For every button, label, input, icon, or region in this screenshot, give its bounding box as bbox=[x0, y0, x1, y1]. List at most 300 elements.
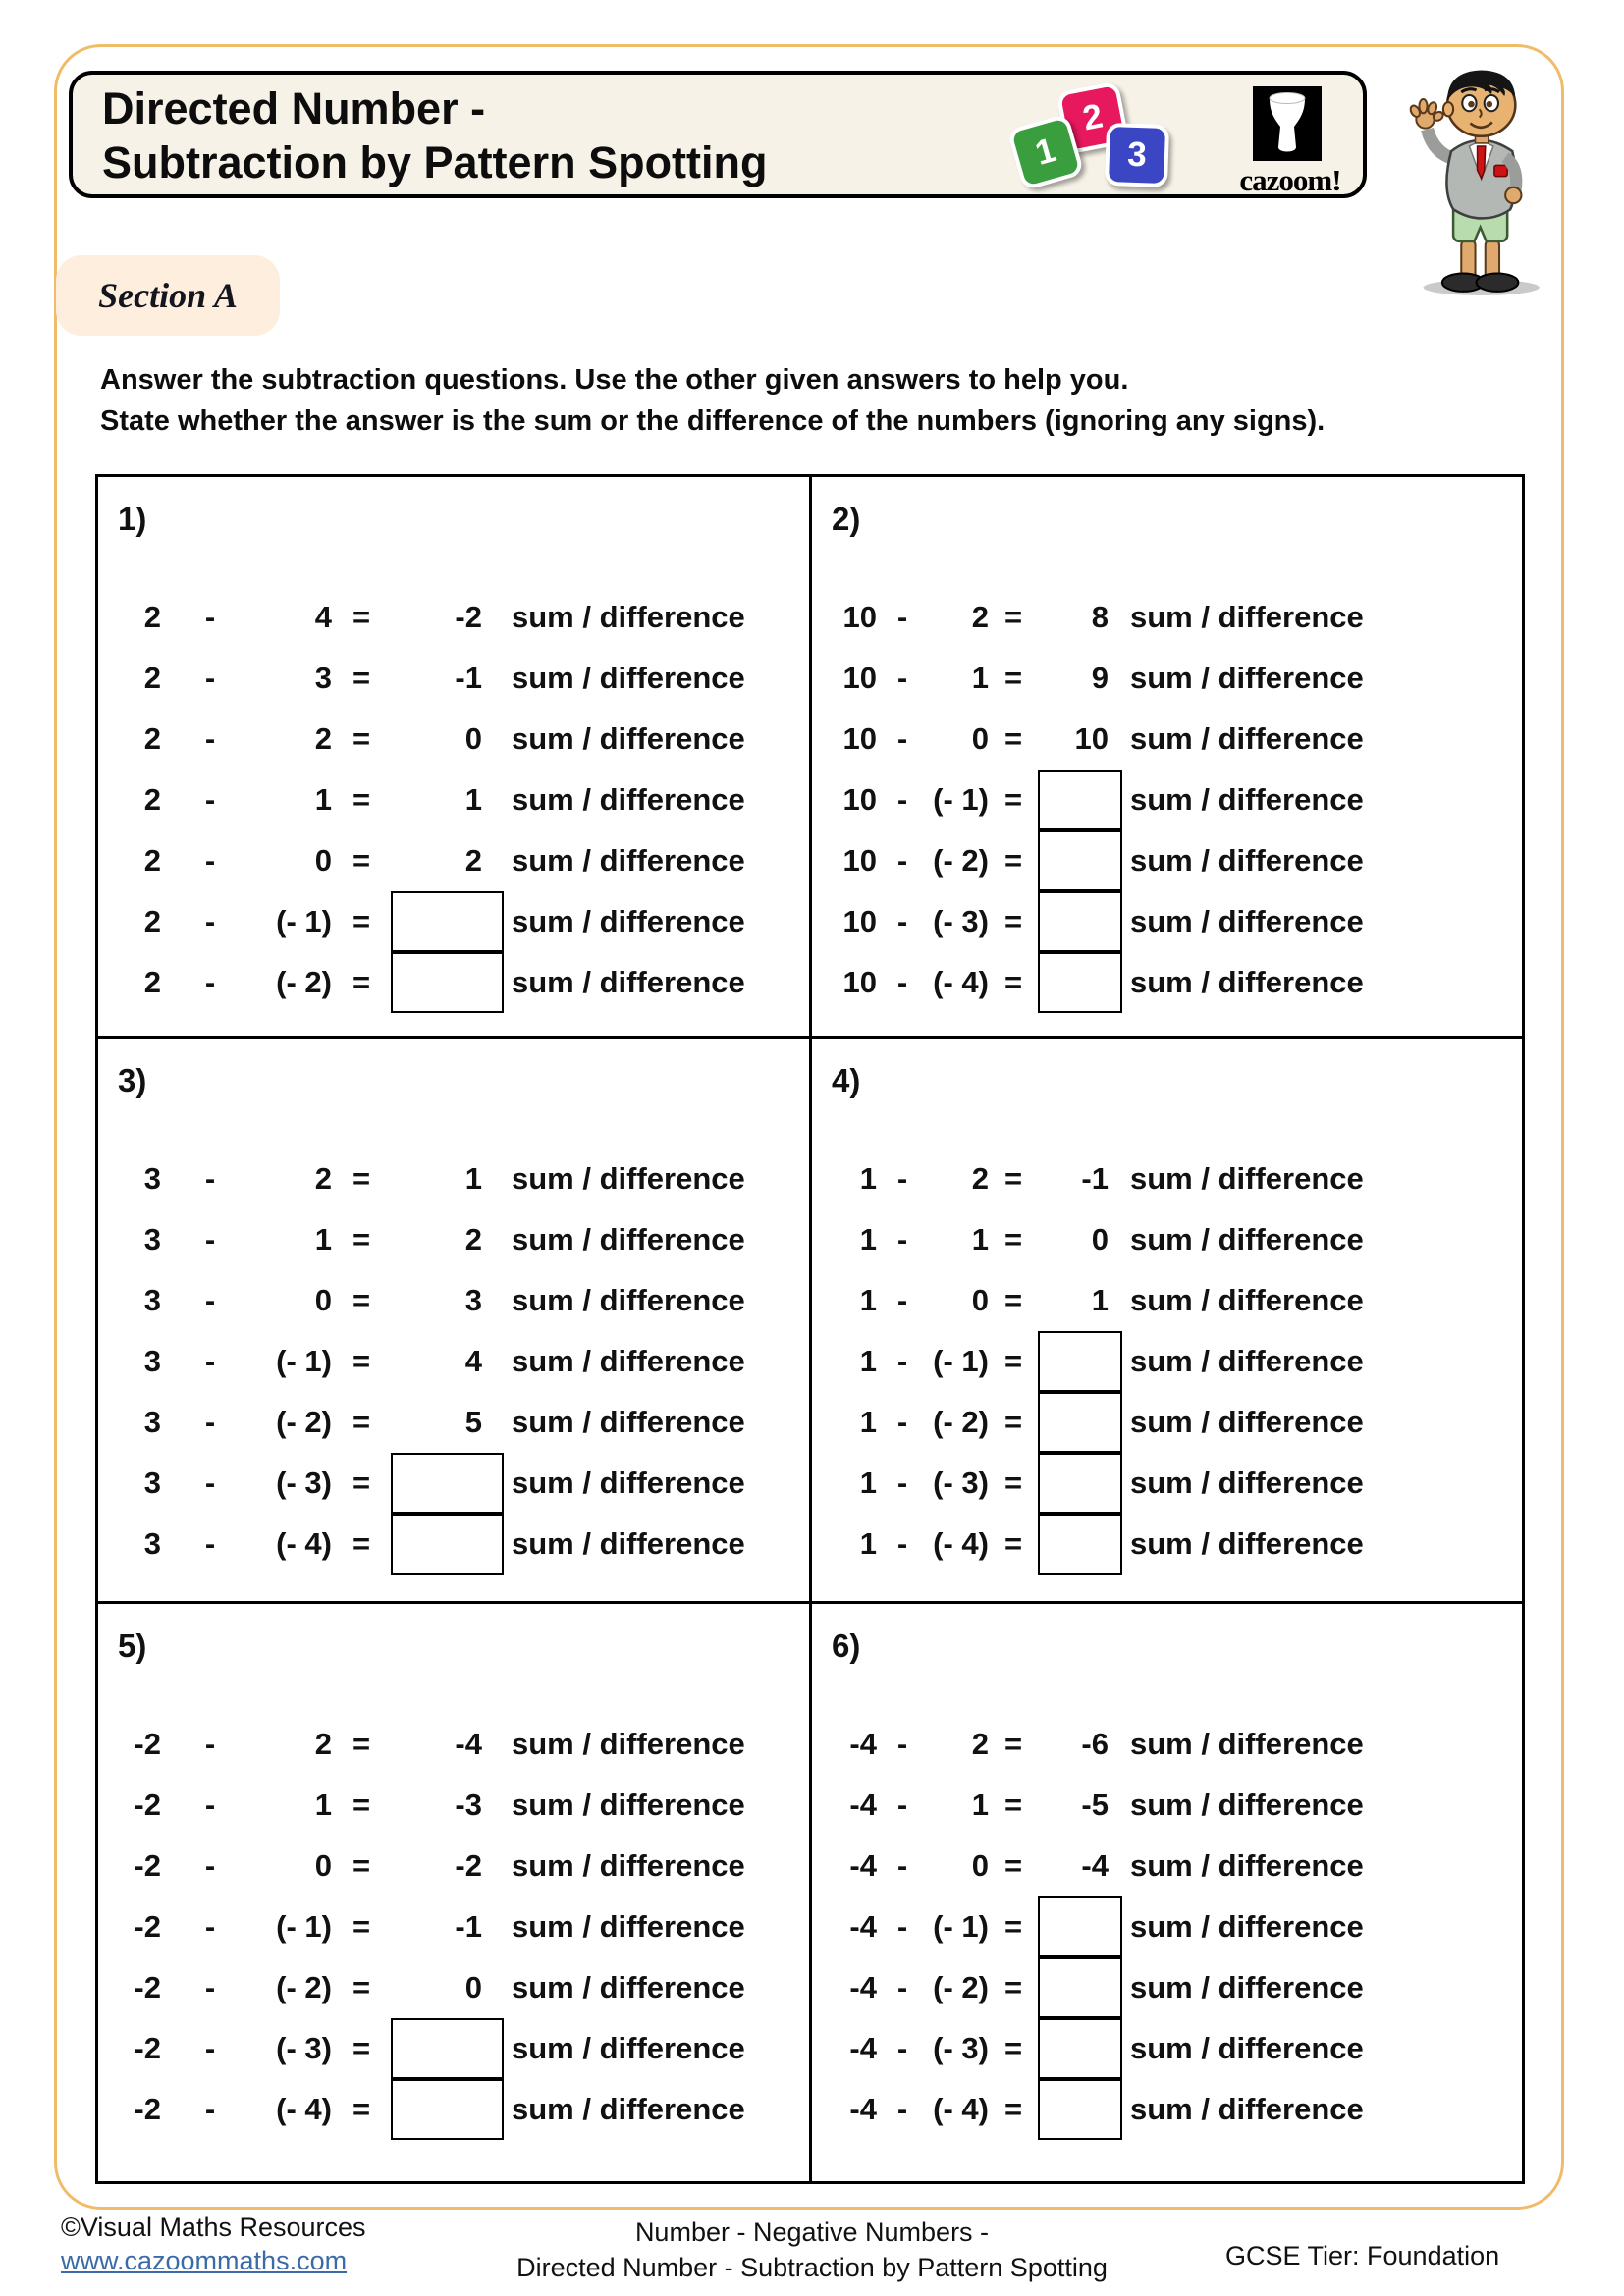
minus-operator: - bbox=[204, 1788, 216, 1822]
sum-difference-choice[interactable]: sum / difference bbox=[1130, 843, 1364, 878]
minus-operator: - bbox=[204, 721, 216, 756]
second-operand: (- 2) bbox=[933, 843, 989, 878]
answer-cell bbox=[391, 2079, 504, 2140]
first-operand: 2 bbox=[143, 965, 161, 999]
answer-input-box[interactable] bbox=[1038, 1453, 1122, 1514]
minus-operator: - bbox=[896, 1466, 908, 1500]
footer-topic-line2: Directed Number - Subtraction by Pattern Spotting bbox=[516, 2253, 1108, 2283]
equals-sign: = bbox=[352, 721, 371, 756]
equation-row bbox=[118, 770, 809, 830]
sum-difference-choice[interactable]: sum / difference bbox=[1130, 2092, 1364, 2126]
equation-row bbox=[832, 2018, 1522, 2079]
minus-operator: - bbox=[204, 1526, 216, 1561]
answer-value: -2 bbox=[455, 600, 482, 634]
answer-input-box[interactable] bbox=[1038, 952, 1122, 1013]
cazoommaths-link[interactable]: www.cazoommaths.com bbox=[61, 2245, 348, 2275]
first-operand: 2 bbox=[143, 721, 161, 756]
sum-difference-choice[interactable]: sum / difference bbox=[512, 782, 745, 817]
sum-difference-choice[interactable]: sum / difference bbox=[1130, 661, 1364, 695]
answer-input-box[interactable] bbox=[1038, 1331, 1122, 1392]
equals-sign: = bbox=[352, 600, 371, 634]
equals-sign: = bbox=[1003, 2092, 1023, 2126]
equation-row bbox=[118, 648, 809, 709]
answer-cell bbox=[391, 1714, 504, 1775]
second-operand: (- 4) bbox=[276, 2092, 332, 2126]
copyright-text: ©Visual Maths Resources bbox=[61, 2213, 366, 2242]
second-operand: 2 bbox=[971, 1161, 989, 1196]
tile-1-label: 1 bbox=[1031, 131, 1060, 173]
answer-value: -1 bbox=[1081, 1161, 1109, 1196]
answer-value: 1 bbox=[464, 1161, 482, 1196]
equation-row bbox=[832, 952, 1522, 1013]
answer-input-box[interactable] bbox=[391, 2018, 504, 2079]
equation-row bbox=[832, 830, 1522, 891]
equals-sign: = bbox=[352, 2092, 371, 2126]
minus-operator: - bbox=[896, 1283, 908, 1317]
minus-operator: - bbox=[896, 1161, 908, 1196]
equation-row bbox=[118, 1392, 809, 1453]
second-operand: (- 1) bbox=[276, 904, 332, 938]
equation-row bbox=[832, 709, 1522, 770]
equals-sign: = bbox=[352, 965, 371, 999]
equation-row bbox=[118, 1896, 809, 1957]
first-operand: 10 bbox=[842, 721, 877, 756]
equation-row bbox=[118, 891, 809, 952]
second-operand: (- 3) bbox=[933, 2031, 989, 2065]
second-operand: 1 bbox=[314, 782, 332, 817]
page-title-line2: Subtraction by Pattern Spotting bbox=[102, 136, 768, 187]
equation-row bbox=[832, 1270, 1522, 1331]
sum-difference-choice[interactable]: sum / difference bbox=[1130, 600, 1364, 634]
first-operand: -4 bbox=[849, 1848, 877, 1883]
answer-cell bbox=[1038, 1836, 1122, 1896]
equals-sign: = bbox=[1003, 1283, 1023, 1317]
equals-sign: = bbox=[1003, 843, 1023, 878]
minus-operator: - bbox=[204, 1970, 216, 2004]
equals-sign: = bbox=[1003, 1526, 1023, 1561]
section-a-badge bbox=[56, 255, 280, 336]
first-operand: 3 bbox=[143, 1344, 161, 1378]
answer-value: -3 bbox=[455, 1788, 482, 1822]
sum-difference-choice[interactable]: sum / difference bbox=[512, 1727, 745, 1761]
minus-operator: - bbox=[896, 1970, 908, 2004]
answer-cell bbox=[1038, 587, 1122, 648]
first-operand: 3 bbox=[143, 1161, 161, 1196]
answer-value: 1 bbox=[464, 782, 482, 817]
instructions-line1: Answer the subtraction questions. Use the other given answers to help you. bbox=[100, 364, 1129, 396]
second-operand: 1 bbox=[314, 1222, 332, 1256]
answer-cell bbox=[1038, 1331, 1122, 1392]
footer-tier: GCSE Tier: Foundation bbox=[1225, 2241, 1500, 2270]
first-operand: 10 bbox=[842, 965, 877, 999]
answer-cell bbox=[391, 1392, 504, 1453]
answer-value: -6 bbox=[1081, 1727, 1109, 1761]
sum-difference-choice[interactable]: sum / difference bbox=[1130, 2031, 1364, 2065]
sum-difference-choice[interactable]: sum / difference bbox=[1130, 1909, 1364, 1944]
first-operand: -4 bbox=[849, 2031, 877, 2065]
equation-row bbox=[832, 1896, 1522, 1957]
minus-operator: - bbox=[204, 1466, 216, 1500]
second-operand: (- 1) bbox=[276, 1909, 332, 1944]
equals-sign: = bbox=[1003, 1848, 1023, 1883]
equation-row bbox=[832, 1775, 1522, 1836]
minus-operator: - bbox=[896, 904, 908, 938]
equals-sign: = bbox=[352, 1222, 371, 1256]
minus-operator: - bbox=[896, 2092, 908, 2126]
answer-cell bbox=[1038, 830, 1122, 891]
second-operand: 0 bbox=[971, 721, 989, 756]
equals-sign: = bbox=[1003, 1970, 1023, 2004]
minus-operator: - bbox=[204, 965, 216, 999]
section-rows bbox=[118, 587, 809, 1013]
second-operand: 1 bbox=[971, 661, 989, 695]
minus-operator: - bbox=[896, 661, 908, 695]
equation-row bbox=[118, 2018, 809, 2079]
answer-cell bbox=[391, 952, 504, 1013]
second-operand: (- 4) bbox=[933, 965, 989, 999]
sum-difference-choice[interactable]: sum / difference bbox=[512, 721, 745, 756]
minus-operator: - bbox=[896, 1727, 908, 1761]
answer-cell bbox=[391, 1514, 504, 1575]
answer-cell bbox=[391, 1836, 504, 1896]
equation-row bbox=[118, 1453, 809, 1514]
first-operand: 3 bbox=[143, 1283, 161, 1317]
equals-sign: = bbox=[1003, 965, 1023, 999]
equals-sign: = bbox=[1003, 904, 1023, 938]
first-operand: 1 bbox=[859, 1283, 877, 1317]
answer-value: 2 bbox=[464, 843, 482, 878]
question-section bbox=[98, 477, 812, 1039]
answer-value: -5 bbox=[1081, 1788, 1109, 1822]
equals-sign: = bbox=[352, 1344, 371, 1378]
answer-cell bbox=[391, 1896, 504, 1957]
answer-input-box[interactable] bbox=[391, 952, 504, 1013]
first-operand: 10 bbox=[842, 600, 877, 634]
equals-sign: = bbox=[1003, 600, 1023, 634]
second-operand: 0 bbox=[314, 1848, 332, 1883]
second-operand: 3 bbox=[314, 661, 332, 695]
equals-sign: = bbox=[352, 843, 371, 878]
first-operand: 10 bbox=[842, 661, 877, 695]
equals-sign: = bbox=[1003, 1466, 1023, 1500]
answer-input-box[interactable] bbox=[1038, 2018, 1122, 2079]
answer-cell bbox=[1038, 770, 1122, 830]
answer-value: 5 bbox=[464, 1405, 482, 1439]
sum-difference-choice[interactable]: sum / difference bbox=[1130, 782, 1364, 817]
minus-operator: - bbox=[896, 843, 908, 878]
sum-difference-choice[interactable]: sum / difference bbox=[512, 661, 745, 695]
equation-row bbox=[832, 1957, 1522, 2018]
minus-operator: - bbox=[896, 782, 908, 817]
page-title bbox=[102, 82, 768, 190]
sum-difference-choice[interactable]: sum / difference bbox=[1130, 1970, 1364, 2004]
equation-row bbox=[118, 1148, 809, 1209]
answer-cell bbox=[391, 587, 504, 648]
first-operand: 2 bbox=[143, 600, 161, 634]
sum-difference-choice[interactable]: sum / difference bbox=[512, 1848, 745, 1883]
answer-value: -1 bbox=[455, 1909, 482, 1944]
tile-3-label: 3 bbox=[1126, 134, 1148, 175]
second-operand: (- 3) bbox=[276, 2031, 332, 2065]
answer-cell bbox=[1038, 1714, 1122, 1775]
equals-sign: = bbox=[1003, 1909, 1023, 1944]
equation-row bbox=[832, 648, 1522, 709]
equals-sign: = bbox=[1003, 2031, 1023, 2065]
equation-row bbox=[118, 952, 809, 1013]
first-operand: 3 bbox=[143, 1405, 161, 1439]
equals-sign: = bbox=[1003, 1344, 1023, 1378]
sum-difference-choice[interactable]: sum / difference bbox=[512, 1161, 745, 1196]
sum-difference-choice[interactable]: sum / difference bbox=[1130, 1848, 1364, 1883]
question-section bbox=[98, 1604, 812, 2181]
question-section bbox=[812, 477, 1522, 1039]
answer-cell bbox=[391, 1331, 504, 1392]
answer-cell bbox=[1038, 891, 1122, 952]
first-operand: 2 bbox=[143, 661, 161, 695]
equation-row bbox=[832, 1836, 1522, 1896]
answer-value: 3 bbox=[464, 1283, 482, 1317]
equation-row bbox=[832, 1331, 1522, 1392]
equals-sign: = bbox=[1003, 1788, 1023, 1822]
minus-operator: - bbox=[204, 600, 216, 634]
first-operand: -4 bbox=[849, 1788, 877, 1822]
answer-input-box[interactable] bbox=[1038, 1896, 1122, 1957]
sum-difference-choice[interactable]: sum / difference bbox=[1130, 1405, 1364, 1439]
sum-difference-choice[interactable]: sum / difference bbox=[1130, 1283, 1364, 1317]
second-operand: 0 bbox=[314, 843, 332, 878]
second-operand: 4 bbox=[314, 600, 332, 634]
second-operand: (- 2) bbox=[276, 1405, 332, 1439]
equation-row bbox=[118, 1836, 809, 1896]
second-operand: 1 bbox=[314, 1788, 332, 1822]
equals-sign: = bbox=[352, 1405, 371, 1439]
sum-difference-choice[interactable]: sum / difference bbox=[512, 1526, 745, 1561]
footer-topic-line1: Number - Negative Numbers - bbox=[634, 2217, 990, 2247]
cazoom-drum-logo-icon bbox=[1253, 86, 1322, 161]
first-operand: -2 bbox=[134, 2031, 161, 2065]
minus-operator: - bbox=[896, 2031, 908, 2065]
second-operand: (- 3) bbox=[933, 1466, 989, 1500]
sum-difference-choice[interactable]: sum / difference bbox=[512, 843, 745, 878]
equation-row bbox=[118, 1514, 809, 1575]
equals-sign: = bbox=[352, 782, 371, 817]
sum-difference-choice[interactable]: sum / difference bbox=[1130, 1161, 1364, 1196]
first-operand: 1 bbox=[859, 1222, 877, 1256]
second-operand: 1 bbox=[971, 1222, 989, 1256]
answer-cell bbox=[1038, 952, 1122, 1013]
minus-operator: - bbox=[896, 1222, 908, 1256]
second-operand: 2 bbox=[971, 600, 989, 634]
equals-sign: = bbox=[352, 2031, 371, 2065]
sum-difference-choice[interactable]: sum / difference bbox=[512, 1222, 745, 1256]
first-operand: -4 bbox=[849, 2092, 877, 2126]
second-operand: (- 3) bbox=[276, 1466, 332, 1500]
answer-value: 1 bbox=[1091, 1283, 1109, 1317]
sum-difference-choice[interactable]: sum / difference bbox=[512, 1283, 745, 1317]
answer-cell bbox=[1038, 1896, 1122, 1957]
equals-sign: = bbox=[1003, 1161, 1023, 1196]
first-operand: 3 bbox=[143, 1466, 161, 1500]
section-rows bbox=[118, 1148, 809, 1575]
second-operand: (- 2) bbox=[276, 1970, 332, 2004]
answer-value: 4 bbox=[464, 1344, 482, 1378]
answer-cell bbox=[391, 2018, 504, 2079]
question-section bbox=[812, 1604, 1522, 2181]
answer-cell bbox=[1038, 1775, 1122, 1836]
answer-input-box[interactable] bbox=[1038, 770, 1122, 830]
answer-input-box[interactable] bbox=[1038, 830, 1122, 891]
answer-input-box[interactable] bbox=[1038, 1957, 1122, 2018]
first-operand: 3 bbox=[143, 1222, 161, 1256]
minus-operator: - bbox=[896, 600, 908, 634]
first-operand: 1 bbox=[859, 1344, 877, 1378]
first-operand: -2 bbox=[134, 2092, 161, 2126]
answer-cell bbox=[1038, 1392, 1122, 1453]
section-number: 3) bbox=[118, 1062, 147, 1098]
equation-row bbox=[832, 1209, 1522, 1270]
answer-cell bbox=[391, 830, 504, 891]
answer-value: 0 bbox=[464, 721, 482, 756]
second-operand: 2 bbox=[314, 721, 332, 756]
answer-cell bbox=[1038, 648, 1122, 709]
sum-difference-choice[interactable]: sum / difference bbox=[1130, 1344, 1364, 1378]
worksheet-title-box bbox=[69, 71, 1367, 198]
sum-difference-choice[interactable]: sum / difference bbox=[512, 2031, 745, 2065]
sum-difference-choice[interactable]: sum / difference bbox=[1130, 904, 1364, 938]
equation-row bbox=[832, 1148, 1522, 1209]
equals-sign: = bbox=[352, 904, 371, 938]
answer-cell bbox=[1038, 709, 1122, 770]
page-title-line1: Directed Number - bbox=[102, 83, 486, 133]
first-operand: -4 bbox=[849, 1970, 877, 2004]
answer-value: 0 bbox=[1091, 1222, 1109, 1256]
minus-operator: - bbox=[896, 1405, 908, 1439]
first-operand: 2 bbox=[143, 782, 161, 817]
answer-input-box[interactable] bbox=[1038, 2079, 1122, 2140]
first-operand: -2 bbox=[134, 1788, 161, 1822]
minus-operator: - bbox=[204, 1344, 216, 1378]
sum-difference-choice[interactable]: sum / difference bbox=[1130, 1788, 1364, 1822]
answer-cell bbox=[1038, 1148, 1122, 1209]
sum-difference-choice[interactable]: sum / difference bbox=[1130, 965, 1364, 999]
equation-row bbox=[118, 1331, 809, 1392]
equation-row bbox=[118, 830, 809, 891]
answer-input-box[interactable] bbox=[391, 2079, 504, 2140]
sum-difference-choice[interactable]: sum / difference bbox=[1130, 721, 1364, 756]
sum-difference-choice[interactable]: sum / difference bbox=[1130, 1526, 1364, 1561]
answer-value: 0 bbox=[464, 1970, 482, 2004]
minus-operator: - bbox=[204, 1727, 216, 1761]
equation-row bbox=[118, 587, 809, 648]
equals-sign: = bbox=[352, 661, 371, 695]
answer-input-box[interactable] bbox=[1038, 1514, 1122, 1575]
minus-operator: - bbox=[896, 1848, 908, 1883]
answer-input-box[interactable] bbox=[391, 1453, 504, 1514]
equation-row bbox=[832, 770, 1522, 830]
sum-difference-choice[interactable]: sum / difference bbox=[512, 1909, 745, 1944]
cazoom-logo-word: cazoom! bbox=[1239, 163, 1341, 197]
equals-sign: = bbox=[352, 1970, 371, 2004]
sum-difference-choice[interactable]: sum / difference bbox=[512, 1344, 745, 1378]
sum-difference-choice[interactable]: sum / difference bbox=[1130, 1222, 1364, 1256]
questions-table bbox=[95, 474, 1525, 2184]
first-operand: -2 bbox=[134, 1970, 161, 2004]
equation-row bbox=[832, 891, 1522, 952]
tile-2-label: 2 bbox=[1079, 96, 1107, 138]
second-operand: 0 bbox=[971, 1848, 989, 1883]
sum-difference-choice[interactable]: sum / difference bbox=[512, 965, 745, 999]
answer-input-box[interactable] bbox=[1038, 1392, 1122, 1453]
first-operand: 2 bbox=[143, 904, 161, 938]
first-operand: 1 bbox=[859, 1526, 877, 1561]
sum-difference-choice[interactable]: sum / difference bbox=[512, 1788, 745, 1822]
answer-input-box[interactable] bbox=[391, 1514, 504, 1575]
second-operand: 2 bbox=[314, 1161, 332, 1196]
answer-cell bbox=[391, 1775, 504, 1836]
minus-operator: - bbox=[204, 2092, 216, 2126]
sum-difference-choice[interactable]: sum / difference bbox=[512, 1466, 745, 1500]
answer-cell bbox=[391, 770, 504, 830]
answer-value: 8 bbox=[1091, 600, 1109, 634]
section-rows bbox=[832, 1714, 1522, 2140]
first-operand: 10 bbox=[842, 843, 877, 878]
instructions-line2: State whether the answer is the sum or the difference of the numbers (ignoring any signs). bbox=[100, 405, 1326, 438]
section-rows bbox=[832, 1148, 1522, 1575]
second-operand: (- 4) bbox=[933, 1526, 989, 1561]
answer-cell bbox=[391, 1270, 504, 1331]
sum-difference-choice[interactable]: sum / difference bbox=[1130, 1727, 1364, 1761]
minus-operator: - bbox=[204, 1283, 216, 1317]
first-operand: -2 bbox=[134, 1909, 161, 1944]
answer-cell bbox=[391, 891, 504, 952]
instructions bbox=[100, 359, 1325, 443]
question-section bbox=[98, 1039, 812, 1604]
question-section bbox=[812, 1039, 1522, 1604]
second-operand: (- 1) bbox=[933, 1344, 989, 1378]
answer-value: -2 bbox=[455, 1848, 482, 1883]
sum-difference-choice[interactable]: sum / difference bbox=[512, 2092, 745, 2126]
first-operand: -2 bbox=[134, 1727, 161, 1761]
answer-cell bbox=[391, 648, 504, 709]
answer-value: -1 bbox=[455, 661, 482, 695]
answer-value: 9 bbox=[1091, 661, 1109, 695]
sum-difference-choice[interactable]: sum / difference bbox=[512, 904, 745, 938]
answer-cell bbox=[1038, 1453, 1122, 1514]
sum-difference-choice[interactable]: sum / difference bbox=[512, 1405, 745, 1439]
sum-difference-choice[interactable]: sum / difference bbox=[512, 1970, 745, 2004]
answer-value: 2 bbox=[464, 1222, 482, 1256]
sum-difference-choice[interactable]: sum / difference bbox=[512, 600, 745, 634]
answer-input-box[interactable] bbox=[1038, 891, 1122, 952]
answer-value: -4 bbox=[1081, 1848, 1109, 1883]
second-operand: (- 4) bbox=[933, 2092, 989, 2126]
equation-row bbox=[118, 1209, 809, 1270]
equals-sign: = bbox=[352, 1788, 371, 1822]
second-operand: (- 2) bbox=[933, 1970, 989, 2004]
answer-value: 10 bbox=[1074, 721, 1109, 756]
equals-sign: = bbox=[352, 1283, 371, 1317]
second-operand: 0 bbox=[971, 1283, 989, 1317]
minus-operator: - bbox=[896, 721, 908, 756]
answer-cell bbox=[1038, 1514, 1122, 1575]
equals-sign: = bbox=[352, 1526, 371, 1561]
equals-sign: = bbox=[352, 1909, 371, 1944]
answer-cell bbox=[1038, 1957, 1122, 2018]
sum-difference-choice[interactable]: sum / difference bbox=[1130, 1466, 1364, 1500]
answer-input-box[interactable] bbox=[391, 891, 504, 952]
first-operand: 1 bbox=[859, 1405, 877, 1439]
answer-value: -4 bbox=[455, 1727, 482, 1761]
